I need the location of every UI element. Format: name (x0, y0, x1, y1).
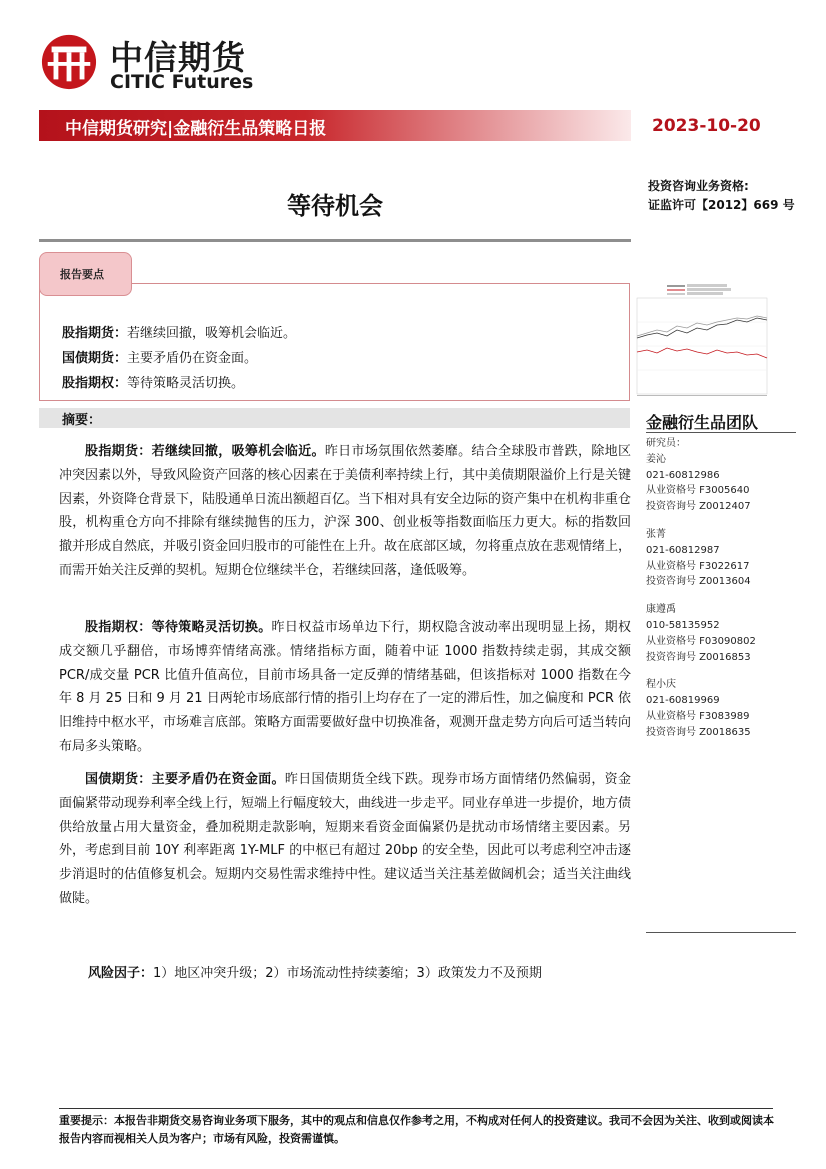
paragraph-body: 昨日国债期货全线下跌。现券市场方面情绪仍然偏弱，资金面偏紧带动现券利率全线上行，短端上行幅度较大，曲线进一步走平。同业存单进一步提价，地方债供给放量占用大量资金，叠加税期走款影响，短期来看资金面偏紧仍是扰动市场情绪主要因素。另外，考虑到目前 10Y 利率距离 1Y-MLF 的中枢已有超过 20bp 的安全垫，因此可以考虑利空冲击逐步消退时的估值修复机会。短期内交易性需求维持中性。建议适当关注基差做阔机会；适当关注曲线做陡。 (59, 772, 632, 906)
summary-bar (39, 408, 630, 428)
key-point-text: 若继续回撤，吸筹机会临近。 (127, 326, 297, 341)
analyst-name: 张菁 (646, 528, 666, 540)
page-title: 等待机会 (287, 192, 383, 220)
analyst-phone: 010-58135952 (646, 619, 720, 631)
footer-divider (59, 1108, 773, 1109)
analyst-phone: 021-60812986 (646, 469, 720, 481)
logo-chinese-name: 中信期货 (110, 38, 246, 77)
summary-label: 摘要： (62, 413, 102, 428)
key-point-text: 主要矛盾仍在资金面。 (127, 351, 258, 366)
paragraph-treasury-futures (59, 768, 631, 911)
key-point-label: 股指期货： (62, 326, 128, 341)
analyst-card (646, 602, 756, 665)
analyst-name: 姜沁 (646, 453, 666, 465)
qualification-line-1: 投资咨询业务资格: (648, 179, 749, 193)
analyst-cert: 投资咨询号 Z0012407 (646, 501, 751, 513)
key-point-text: 等待策略灵活切换。 (127, 376, 245, 391)
qualification (648, 177, 795, 215)
paragraph-body: 昨日权益市场单边下行，期权隐含波动率出现明显上扬，期权成交额几乎翻倍，市场博弈情绪高涨。情绪指标方面，随着中证 1000 指数持续走弱，其成交额 PCR/成交量 PCR 比值升值高位，目前市场具备一定反弹的情绪基础，但该指标对 1000 指数在今年 8 月 25 日和 9 月 21 日两轮市场底部行情的指引上均存在了一定的滞后性，加之偏度和 PCR 依旧维持中枢水平，市场难言底部。策略方面需要做好盘中切换准备，观测开盘走势方向后可适当转向布局多头策略。 (59, 620, 632, 754)
disclaimer: 重要提示：本报告非期货交易咨询业务项下服务，其中的观点和信息仅作参考之用，不构成对任何人的投资建议。我司不会因为关注、收到或阅读本报告内容而视相关人员为客户；市场有风险，投资需谨慎。 (59, 1114, 774, 1145)
analyst-cert: 投资咨询号 Z0013604 (646, 576, 751, 588)
analyst-cert: 投资咨询号 Z0016853 (646, 651, 751, 663)
report-series-title: 中信期货研究|金融衍生品策略日报 (65, 119, 327, 139)
paragraph-lead: 股指期货：若继续回撤，吸筹机会临近。 (85, 444, 325, 459)
analyst-cert: 从业资格号 F03090802 (646, 635, 756, 647)
risk-text: 1）地区冲突升级；2）市场流动性持续萎缩；3）政策发力不及预期 (153, 966, 542, 981)
key-points-tab-label: 报告要点 (60, 268, 104, 281)
team-title: 金融衍生品团队 (646, 413, 759, 432)
analyst-cert: 投资咨询号 Z0018635 (646, 726, 751, 738)
analyst-name: 康遵禹 (646, 604, 676, 616)
key-point-item (62, 347, 257, 366)
analyst-contacts (646, 436, 756, 753)
analyst-phone: 021-60819969 (646, 695, 720, 707)
key-point-item (62, 372, 244, 391)
analyst-card (646, 527, 756, 590)
qualification-line-2: 证监许可【2012】669 号 (648, 198, 795, 212)
analyst-cert: 从业资格号 F3022617 (646, 560, 750, 572)
analyst-name: 程小庆 (646, 679, 676, 691)
paragraph-lead: 股指期权：等待策略灵活切换。 (85, 620, 272, 635)
paragraph-body: 昨日市场氛围依然萎靡。结合全球股市普跌，除地区冲突因素以外，导致风险资产回落的核心因素在于美债利率持续上行，其中美债期限溢价上行是关键因素，外资降仓背景下，陆股通单日流出额超百亿。当下相对具有安全边际的资产集中在机构非重仓股，机构重仓方向不排除有继续抛售的压力，沪深 300、创业板等指数面临压力更大。标的指数回撤并形成自然底，并吸引资金回归股市的可能性在上升。故在底部区域，勿将重点放在悲观情绪上，而需开始关注反弹的契机。短期仓位继续半仓，若继续回落，逢低吸筹。 (59, 444, 632, 578)
analyst-card (646, 452, 756, 515)
risk-factors (88, 962, 542, 981)
market-trend-chart-thumbnail (627, 278, 807, 398)
risk-label: 风险因子： (88, 966, 154, 981)
key-point-label: 股指期权： (62, 376, 128, 391)
paragraph-stock-index-options (59, 616, 631, 759)
key-point-label: 国债期货： (62, 351, 128, 366)
report-date: 2023-10-20 (652, 116, 761, 136)
paragraph-lead: 国债期货：主要矛盾仍在资金面。 (85, 772, 285, 787)
paragraph-stock-index-futures (59, 440, 631, 583)
team-divider (646, 432, 796, 433)
logo-english-name: CITIC Futures (110, 71, 254, 93)
key-point-item (62, 322, 296, 341)
analyst-card (646, 677, 756, 740)
title-divider (39, 239, 631, 242)
role-label: 研究员： (646, 438, 686, 449)
analyst-cert: 从业资格号 F3005640 (646, 485, 750, 497)
contacts-divider (646, 932, 796, 933)
analyst-cert: 从业资格号 F3083989 (646, 710, 750, 722)
analyst-phone: 021-60812987 (646, 544, 720, 556)
citic-logo-icon (40, 33, 98, 91)
